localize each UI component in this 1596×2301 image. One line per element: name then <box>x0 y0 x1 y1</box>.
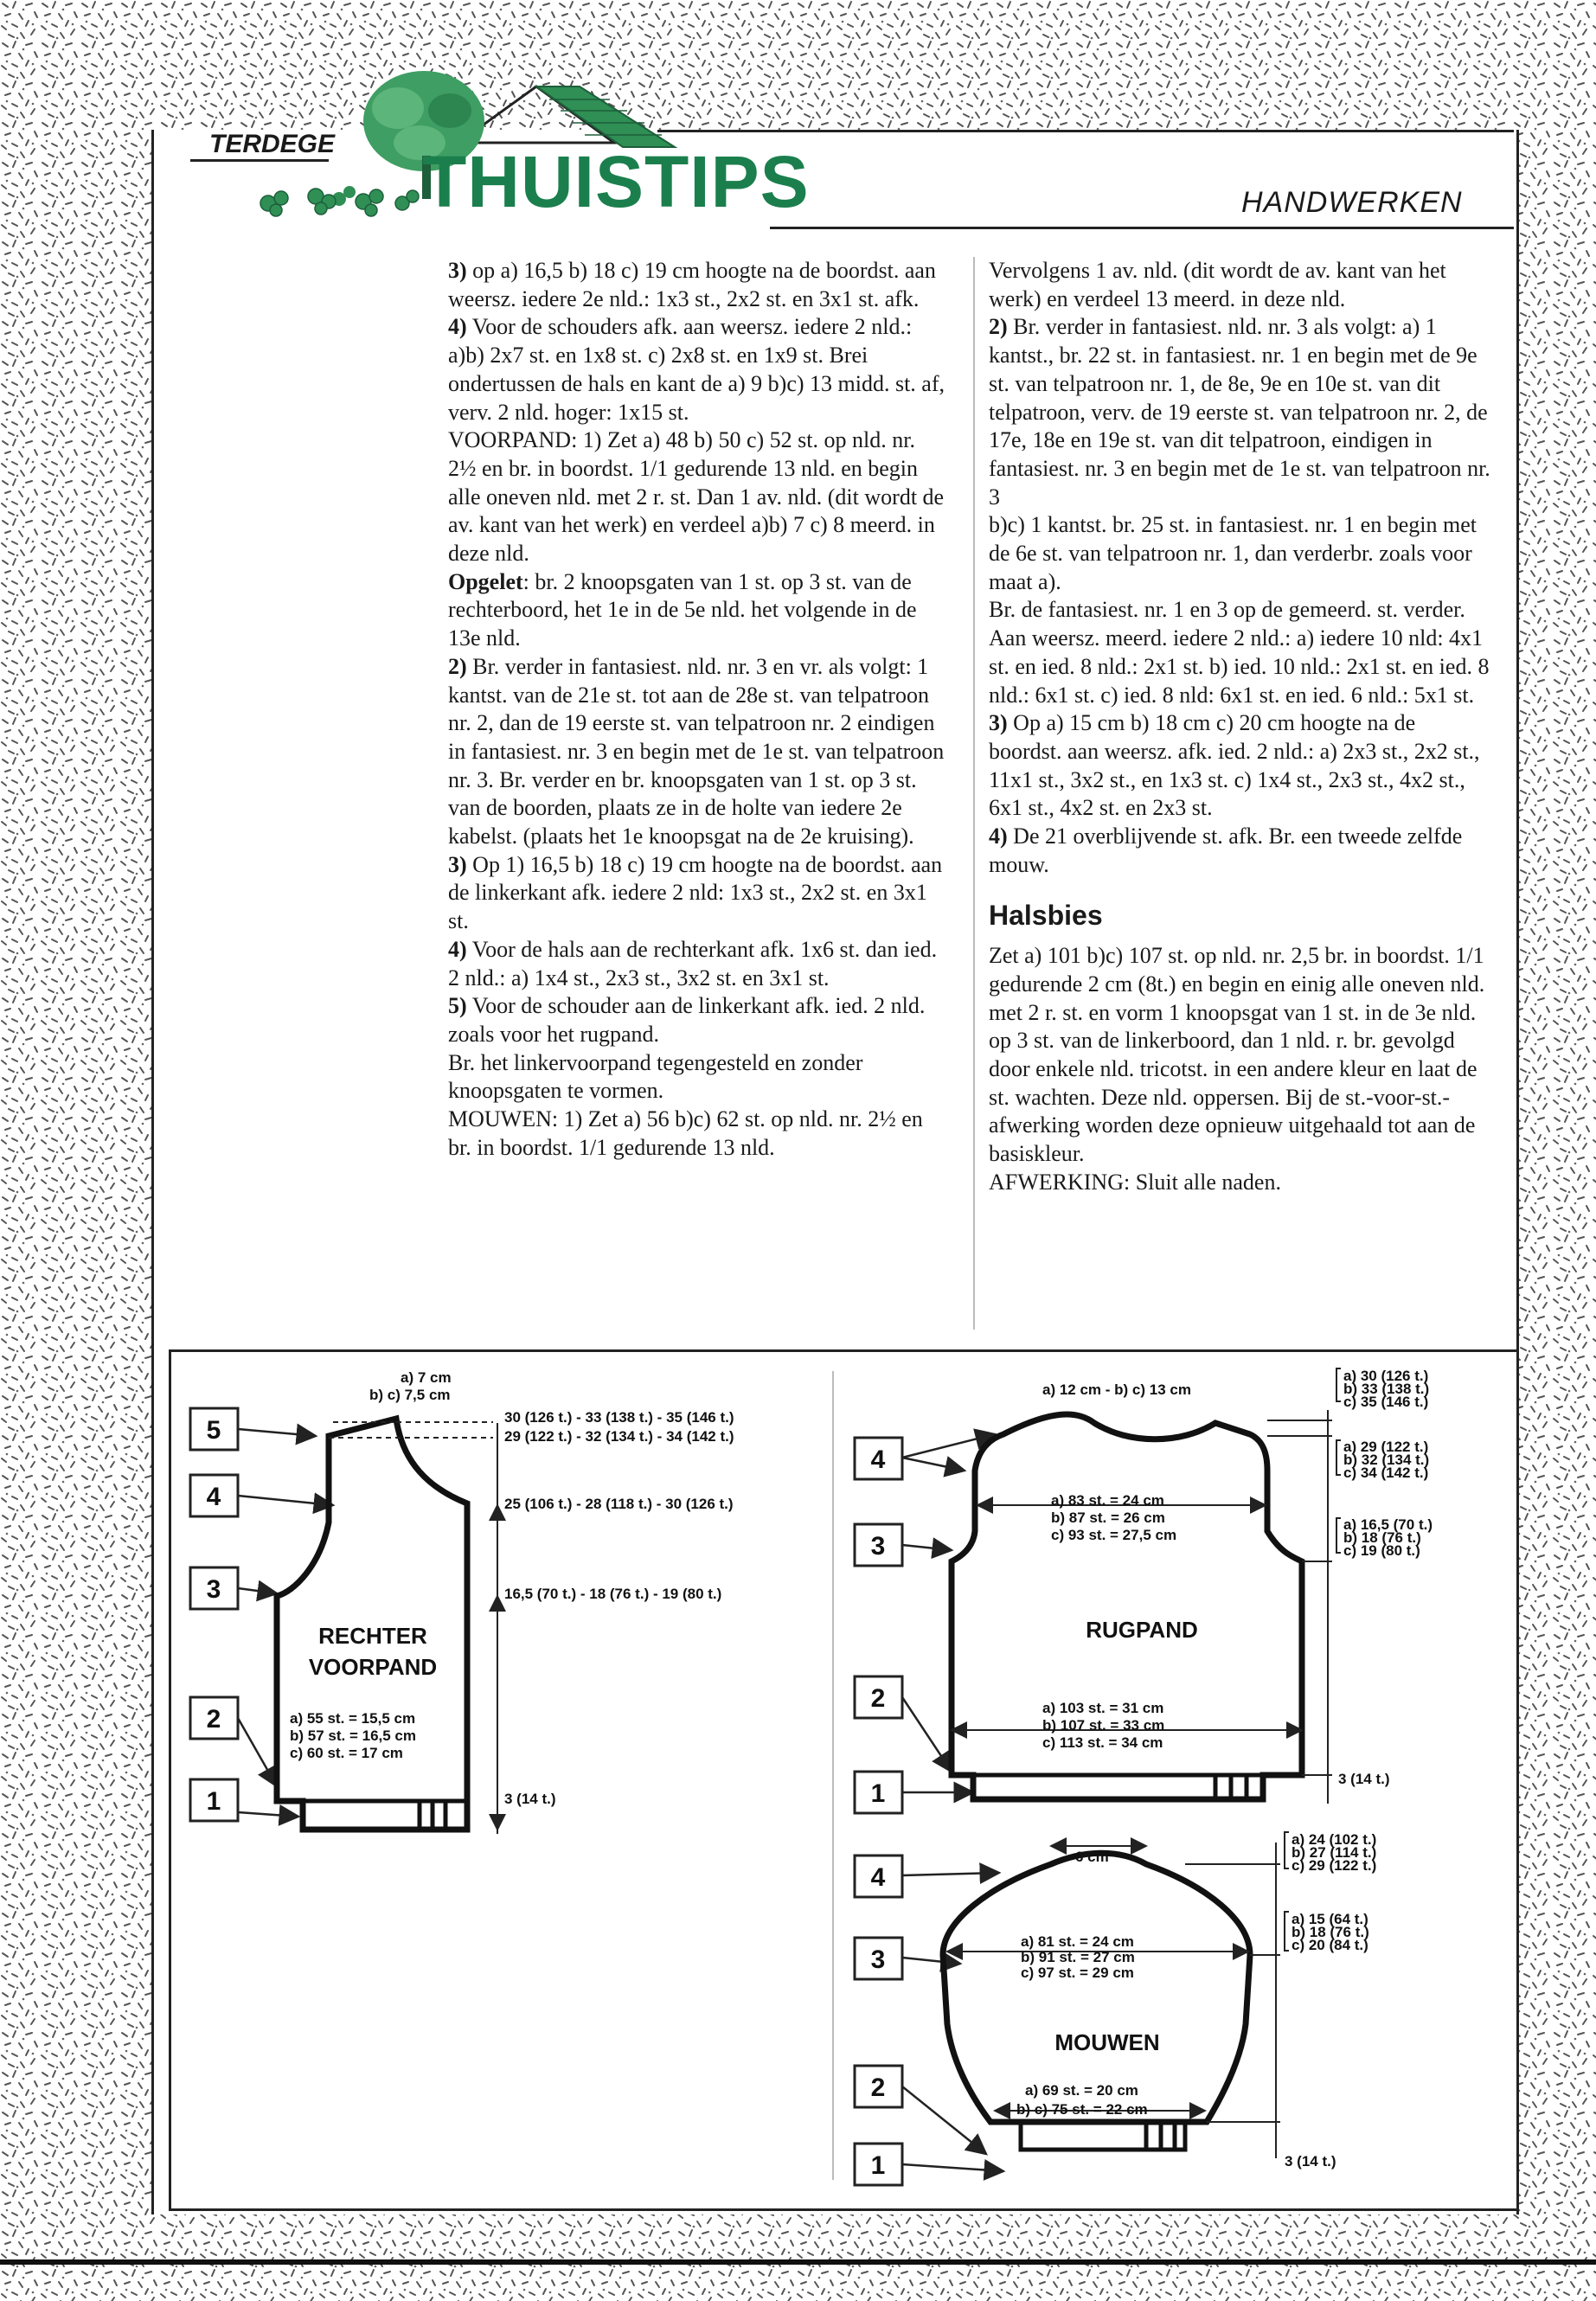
step-number: 1 <box>870 2151 886 2180</box>
paragraph: 5) Voor de schouder aan de linkerkant afk. ied. 2 nld. zoals voor het rugpand. <box>448 993 926 1047</box>
dim-label: b) 33 (138 t.) <box>1343 1381 1430 1397</box>
text-column-2 <box>989 257 1490 1197</box>
dim-label: c) 113 st. = 34 cm <box>1042 1734 1163 1751</box>
dim-label: 3 (14 t.) <box>1338 1771 1390 1787</box>
dim-label: c) 97 st. = 29 cm <box>1021 1965 1134 1981</box>
piece-label: RECHTER <box>318 1623 427 1649</box>
section-label: HANDWERKEN <box>1241 186 1463 219</box>
paragraph: 2) Br. verder in fantasiest. nld. nr. 3 en vr. als volgt: 1 kantst. van de 21e st. tot aan de 28e st. van telpatroon nr. 2, dan de 19 eerste st. van telpatroon nr. 2 eindigen in fantasiest. nr. 3 en begin met de 1e st. van telpatroon nr. 3. Br. verder en br. knoopsgaten van 1 st. op 3 st. van de boorden, plaats ze in de holte van iedere 2e kabelst. (plaats het 1e knoopsgat na de 2e kruising). <box>448 653 945 849</box>
dim-label: b) 18 (76 t.) <box>1292 1924 1369 1940</box>
step-number: 2 <box>206 1705 221 1734</box>
dim-label: 25 (106 t.) - 28 (118 t.) - 30 (126 t.) <box>504 1496 734 1512</box>
paragraph: 3) Op 1) 16,5 b) 18 c) 19 cm hoogte na de boordst. aan de linkerkant afk. iedere 2 nld: 1x3 st., 2x2 st. en 3x1 st. <box>448 851 943 934</box>
column-divider <box>973 257 975 1330</box>
halsbies-text: Zet a) 101 b)c) 107 st. op nld. nr. 2,5 br. in boordst. 1/1 gedurende 2 cm (8t.) en begin en einig alle oneven nld. met 2 r. st. en vorm 1 knoopsgat van 1 st. in de 3e nld. op 3 st. van de linkerboord, dan 1 nld. r. br. gevolgd door enkele nld. tricotst. in een andere kleur en laat de st. wachten. Deze nld. oppersen. Bij de st.-voor-st.-afwerking worden deze opnieuw uitgehaald tot aan de basiskleur. <box>989 943 1485 1167</box>
mouwen-diagram <box>855 1831 1376 2185</box>
dim-label: a) 16,5 (70 t.) <box>1343 1516 1433 1533</box>
dim-label: a) 12 cm - b) c) 13 cm <box>1042 1381 1191 1398</box>
dim-label: c) 29 (122 t.) <box>1292 1857 1377 1874</box>
page-title: THUISTIPS <box>422 141 810 222</box>
dim-label: b) 32 (134 t.) <box>1343 1452 1430 1468</box>
paragraph: Br. de fantasiest. nr. 1 en 3 op de gemeerd. st. verder. Aan weersz. meerd. iedere 2 nld.: a) iedere 10 nld: 4x1 st. en ied. 8 nld.: 2x1 st. b) ied. 10 nld.: 2x1 st. en ied. 8 nld.: 6x1 st. c) ied. 8 nld: 6x1 st. en ied. 6 nld.: 5x1 st. <box>989 597 1490 708</box>
dim-label: a) 24 (102 t.) <box>1292 1831 1377 1848</box>
header-rule-bottom <box>770 227 1514 229</box>
dim-label: c) 60 st. = 17 cm <box>290 1745 403 1761</box>
paragraph: 3) Op a) 15 cm b) 18 cm c) 20 cm hoogte na de boordst. aan weersz. afk. ied. 2 nld.: a) 2x3 st., 2x2 st., 11x1 st., 3x2 st., en 1x3 st. c) 1x4 st., 2x3 st., 4x2 st., 6x1 st., 4x2 st. en 2x3 st. <box>989 710 1480 821</box>
paragraph: Opgelet: br. 2 knoopsgaten van 1 st. op 3 st. van de rechterboord, het 1e in de 5e nld. het volgende in de 13e nld. <box>448 568 917 651</box>
paragraph: b)c) 1 kantst. br. 25 st. in fantasiest. nr. 1 en begin met de 6e st. van telpatroon nr. 1, dan verderbr. zoals voor maat a). <box>989 512 1477 594</box>
text-column-1 <box>448 257 945 1163</box>
step-number: 4 <box>870 1445 886 1474</box>
paragraph: MOUWEN: 1) Zet a) 56 b)c) 62 st. op nld. nr. 2½ en br. in boordst. 1/1 gedurende 13 nld. <box>448 1106 923 1160</box>
step-number: 4 <box>870 1863 886 1892</box>
halsbies-heading: Halsbies <box>989 900 1103 932</box>
header-rule-left <box>190 159 329 162</box>
paragraph: 4) Voor de hals aan de rechterkant afk. 1x6 st. dan ied. 2 nld.: a) 1x4 st., 2x3 st., 3x2 st. en 3x1 st. <box>448 936 938 990</box>
dim-label: b) 87 st. = 26 cm <box>1051 1509 1165 1526</box>
dim-label: b) 91 st. = 27 cm <box>1021 1949 1135 1965</box>
dim-label: 30 (126 t.) - 33 (138 t.) - 35 (146 t.) <box>504 1409 734 1426</box>
dim-label: 29 (122 t.) - 32 (134 t.) - 34 (142 t.) <box>504 1428 734 1445</box>
rugpand-diagram <box>855 1368 1433 1813</box>
knitting-schematics <box>169 1349 1514 2206</box>
dim-label: b) 57 st. = 16,5 cm <box>290 1727 416 1744</box>
piece-label: VOORPAND <box>308 1654 438 1680</box>
paragraph: 4) Voor de schouders afk. aan weersz. iedere 2 nld.: a)b) 2x7 st. en 1x8 st. c) 2x8 st. en 1x9 st. Brei ondertussen de hals en kant de a) 9 b)c) 13 midd. st. af, verv. 2 nld. hoger: 1x15 st. <box>448 314 945 425</box>
dim-label: a) 29 (122 t.) <box>1343 1439 1429 1455</box>
dim-label: a) 15 (64 t.) <box>1292 1911 1368 1927</box>
step-number: 3 <box>870 1532 886 1561</box>
dim-label: a) 83 st. = 24 cm <box>1051 1492 1164 1509</box>
dim-label: b) c) 75 st. = 22 cm <box>1016 2101 1148 2118</box>
piece-label: RUGPAND <box>1086 1617 1198 1643</box>
dim-label: 6 cm <box>1075 1849 1109 1865</box>
step-number: 1 <box>870 1779 886 1808</box>
step-number: 3 <box>206 1575 221 1604</box>
paragraph: Vervolgens 1 av. nld. (dit wordt de av. kant van het werk) en verdeel 13 meerd. in deze nld. <box>989 258 1446 311</box>
dim-label: a) 69 st. = 20 cm <box>1025 2082 1138 2099</box>
step-number: 3 <box>870 1945 886 1974</box>
header-rule-right <box>657 130 1514 132</box>
dim-label: c) 20 (84 t.) <box>1292 1937 1368 1953</box>
dim-label: a) 103 st. = 31 cm <box>1042 1700 1164 1716</box>
dim-label: c) 35 (146 t.) <box>1343 1394 1429 1410</box>
paragraph: 3) op a) 16,5 b) 18 c) 19 cm hoogte na de boordst. aan weersz. iedere 2e nld.: 1x3 st., 2x2 st. en 3x1 st. afk. <box>448 258 936 311</box>
step-number: 2 <box>870 2073 886 2102</box>
dim-label: b) c) 7,5 cm <box>369 1387 451 1403</box>
dim-label: b) 107 st. = 33 cm <box>1042 1717 1165 1734</box>
dim-label: c) 19 (80 t.) <box>1343 1542 1420 1559</box>
paragraph: VOORPAND: 1) Zet a) 48 b) 50 c) 52 st. op nld. nr. 2½ en br. in boordst. 1/1 gedurende 13 nld. en begin alle oneven nld. met 2 r. st. Dan 1 av. nld. (dit wordt de av. kant van het werk) en verdeel a)b) 7 c) 8 meerd. in deze nld. <box>448 427 945 567</box>
dim-label: a) 55 st. = 15,5 cm <box>290 1710 416 1727</box>
dim-label: b) 27 (114 t.) <box>1292 1844 1377 1861</box>
step-number: 2 <box>870 1684 886 1713</box>
dim-label: c) 93 st. = 27,5 cm <box>1051 1527 1177 1543</box>
dim-label: 3 (14 t.) <box>504 1791 556 1807</box>
dim-label: 16,5 (70 t.) - 18 (76 t.) - 19 (80 t.) <box>504 1586 722 1602</box>
dim-label: c) 34 (142 t.) <box>1343 1465 1429 1481</box>
step-number: 1 <box>206 1787 221 1816</box>
page-bottom-rule <box>0 2259 1596 2265</box>
paragraph: 4) De 21 overblijvende st. afk. Br. een tweede zelfde mouw. <box>989 824 1463 877</box>
paragraph: Br. het linkervoorpand tegengesteld en zonder knoopsgaten te vormen. <box>448 1049 863 1104</box>
piece-label: MOUWEN <box>1054 2029 1160 2055</box>
step-number: 5 <box>206 1416 221 1445</box>
voorpand-diagram <box>190 1369 734 1834</box>
dim-label: b) 18 (76 t.) <box>1343 1529 1421 1546</box>
brand-name: TERDEGE <box>209 130 336 158</box>
paragraph: 2) Br. verder in fantasiest. nld. nr. 3 als volgt: a) 1 kantst., br. 22 st. in fantasiest. nr. 1 en begin met de 9e st. van telpatroon nr. 1, de 8e, 9e en 10e st. van dit telpatroon, verv. de 19 eerste st. van telpatroon nr. 2, de 17e, 18e en 19e st. van dit telpatroon, eindigen in fantasiest. nr. 3 en begin met de 1e st. van telpatroon nr. 3 <box>989 314 1490 510</box>
afwerking-text: AFWERKING: Sluit alle naden. <box>989 1169 1281 1195</box>
dim-label: a) 81 st. = 24 cm <box>1021 1933 1134 1950</box>
dim-label: 3 (14 t.) <box>1285 2153 1336 2170</box>
step-number: 4 <box>206 1483 221 1511</box>
flower-row-icon <box>255 177 420 221</box>
dim-label: a) 30 (126 t.) <box>1343 1368 1429 1384</box>
dim-label: a) 7 cm <box>401 1369 452 1386</box>
